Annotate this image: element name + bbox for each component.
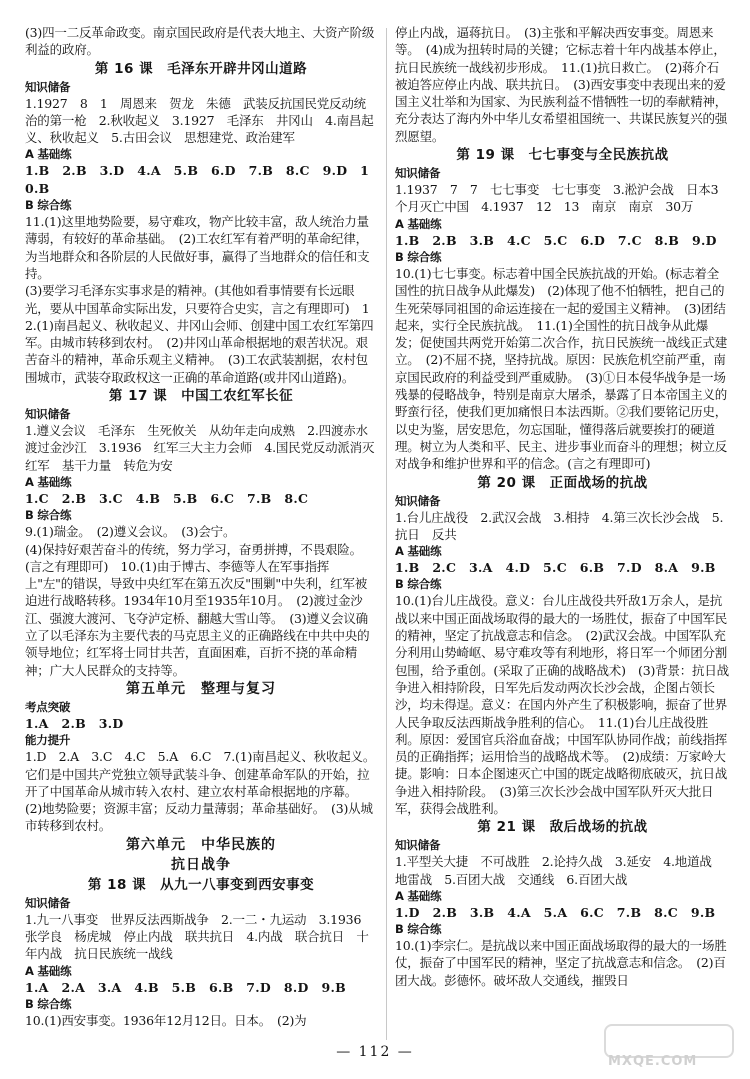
- section-label: A 基础练: [25, 474, 72, 489]
- section-label: A 基础练: [25, 963, 72, 978]
- answer-paragraph: 1.台儿庄战役 2.武汉会战 3.相持 4.第三次长沙会战 5.抗日 反共: [395, 509, 724, 542]
- answer-line: 1.B 2.C 3.A 4.D 5.C 6.B 7.D 8.A 9.B: [395, 560, 716, 576]
- section-label: B 综合练: [25, 996, 72, 1011]
- section-label: 知识储备: [25, 895, 71, 910]
- answer-paragraph: 10.(1)西安事变。1936年12月12日。日本。 (2)为: [25, 1012, 307, 1028]
- answer-paragraph: 1.1937 7 7 七七事变 七七事变 3.淞沪会战 日本3个月灭亡中国 4.1937 12 13 南京 南京 30万: [395, 182, 719, 215]
- answer-paragraph: 9.(1)瑞金。 (2)遵义会议。 (3)会宁。: [25, 524, 236, 540]
- section-label: 知识储备: [25, 407, 71, 422]
- answer-paragraph: 11.(1)这里地势险要，易守难攻，物产比较丰富，敌人统治力量薄弱，有较好的革命基础。 (2)工农红军有着严明的革命纪律，为当地群众和各阶层的人民做好事，赢得了当地群众的信任和支持。: [25, 214, 370, 281]
- watermark-text: MXQE.COM: [608, 1054, 698, 1069]
- page-number: — 112 —: [336, 1044, 414, 1060]
- section-label: 考点突破: [25, 699, 71, 714]
- section-label: 知识储备: [395, 493, 441, 508]
- section-label: B 综合练: [25, 508, 72, 523]
- answer-line: 1.A 2.A 3.A 4.B 5.B 6.B 7.D 8.D 9.B: [25, 979, 346, 995]
- answer-line: 1.C 2.B 3.C 4.B 5.B 6.C 7.B 8.C: [25, 490, 309, 506]
- lesson-title: 第 16 课 毛泽东开辟井冈山道路: [94, 60, 308, 77]
- answer-paragraph: 10.(1)七七事变。标志着中国全民族抗战的开始。(标志着全国性的抗日战争从此爆发) (2)体现了他不怕牺牲，把自己的生死荣辱同祖国的命运连接在一起的爱国主义精神。 (3)团结起来，实行全民族抗战。 11.(1)全国性的抗日战争从此爆发；促使国共两党开始第二次合作，抗日民族统一战线正式建立。 (2)不屈不挠，坚持抗战。原因：民族危机空前严重，南京国民政府的利益受到严重威胁。 (3)①日本侵华战争是一场残暴的侵略战争，特别是南京大屠杀，暴露了日本帝国主义的野蛮行径，使我们更加痛恨日本法西斯。②我们要铭记历史，以史为鉴，居安思危，勿忘国耻，懂得落后就要挨打的硬道理。树立为人类和平、民主、进步事业而奋斗的理想；树立反对战争和维护世界和平的信念。(言之有理即可): [395, 265, 728, 472]
- lesson-title: 第 19 课 七七事变与全民族抗战: [456, 147, 669, 164]
- answer-paragraph: 10.(1)台儿庄战役。意义：台儿庄战役共歼敌1万余人，是抗战以来中国正面战场取得的最大的一场胜仗，振奋了中国军民的精神，坚定了抗战意志和信念。 (2)武汉会战。中国军队充分利用山势崎岖、易守难攻等有利地形，将日军一个师团分割包围，给予重创。(采取了正确的战略战术) (3)背景：抗日战争进入相持阶段，日军先后发动两次长沙会战，企图占领长沙，均未得逞。意义：在国内外产生了积极影响，振奋了世界人民争取反法西斯战争胜利的信心。 11.(1)台儿庄战役胜利。原因：爱国官兵浴血奋战；中国军队协同作战；前线指挥员的正确指挥；运用恰当的战略战术等。 (2)成绩：万家岭大捷。影响：日本企图速灭亡中国的既定战略彻底破灭，抗日战争进入相持阶段。 (3)第三次长沙会战中国军队歼灭大批日军，获得会战胜利。: [395, 593, 729, 816]
- lesson-title: 第 20 课 正面战场的抗战: [477, 474, 648, 491]
- answer-paragraph: (4)保持好艰苦奋斗的传统，努力学习，奋勇拼搏，不畏艰险。(言之有理即可) 10.(1)由于博古、李德等人在军事指挥上"左"的错误，导致中央红军在第五次反"围剿"中失利，红军被迫进行战略转移。1934年10月至1935年10月。 (2)渡过金沙江、强渡大渡河、飞夺泸定桥、翻越大雪山等。 (3)遵义会议确立了以毛泽东为主要代表的马克思主义的正确路线在中共中央的领导地位；红军将士同甘共苦，直面困难，百折不挠的革命精神；广大人民群众的支持等。: [25, 541, 370, 678]
- answer-line: 1.B 2.B 3.B 4.C 5.C 6.D 7.C 8.B 9.D: [395, 232, 717, 248]
- unit-title: 抗日战争: [171, 856, 231, 873]
- answer-line: 1.D 2.B 3.B 4.A 5.A 6.C 7.B 8.C 9.B: [395, 904, 716, 920]
- section-label: A 基础练: [395, 544, 442, 559]
- section-label: A 基础练: [25, 147, 72, 162]
- section-label: B 综合练: [395, 922, 442, 937]
- lesson-title: 第 18 课 从九一八事变到西安事变: [87, 876, 315, 893]
- unit-title: 第五单元 整理与复习: [126, 680, 276, 697]
- answer-paragraph: 10.(1)李宗仁。是抗战以来中国正面战场取得的最大的一场胜仗，振奋了中国军民的精神，坚定了抗战意志和信念。 (2)百团大战。彭德怀。破坏敌人交通线，摧毁日: [395, 938, 727, 988]
- section-label: 知识储备: [395, 166, 441, 181]
- answer-paragraph: 停止内战，逼蒋抗日。 (3)主张和平解决西安事变。周恩来等。 (4)成为扭转时局的关键；它标志着十年内战基本停止，抗日民族统一战线初步形成。 11.(1)抗日救亡。 (2)蒋介石被迫答应停止内战、联共抗日。 (3)西安事变中表现出来的爱国主义壮举和为国家、为民族利益不惜牺牲一切的奉献精神，充分表达了海内外中华儿女希望祖国统一、共谋民族复兴的强烈愿望。: [395, 25, 728, 144]
- answer-paragraph: 1.平型关大捷 不可战胜 2.论持久战 3.延安 4.地道战 地雷战 5.百团大战 交通线 6.百团大战: [395, 854, 725, 887]
- column-divider: [386, 28, 387, 1040]
- answer-paragraph: 1.九一八事变 世界反法西斯战争 2.一二・九运动 3.1936 张学良 杨虎城 停止内战 联共抗日 4.内战 联合抗日 十年内战 抗日民族统一战线: [25, 911, 374, 962]
- right-column: [395, 24, 730, 989]
- section-label: A 基础练: [395, 888, 442, 903]
- section-label: B 综合练: [395, 577, 442, 592]
- answer-paragraph: 1.1927 8 1 周恩来 贺龙 朱德 武装反抗国民党反动统治的第一枪 2.秋收起义 3.1927 毛泽东 井冈山 4.南昌起义、秋收起义 5.古田会议 思想建党、政治建军: [25, 95, 374, 146]
- answer-paragraph: (3)要学习毛泽东实事求是的精神。(其他如看事情要有长远眼光，要从中国革命实际出发，只要符合史实，言之有理即可) 12.(1)南昌起义、秋收起义、井冈山会师、创建中国工农红军第四军。由城市转移到农村。 (2)井冈山革命根据地的艰苦状况。艰苦奋斗的精神，革命乐观主义精神。 (3)工农武装割据，农村包围城市，武装夺取政权这一正确的革命道路(或井冈山道路)。: [25, 283, 374, 385]
- lesson-title: 第 17 课 中国工农红军长征: [108, 388, 294, 405]
- unit-title: 第六单元 中华民族的: [126, 836, 276, 853]
- section-label: B 综合练: [395, 249, 442, 264]
- answer-paragraph: 1.遵义会议 毛泽东 生死攸关 从幼年走向成熟 2.四渡赤水 渡过金沙江 3.1936 红军三大主力会师 4.国民党反动派消灭红军 基干力量 转危为安: [25, 423, 381, 473]
- lesson-title: 第 21 课 敌后战场的抗战: [477, 819, 648, 836]
- section-label: A 基础练: [395, 216, 442, 231]
- answer-paragraph: 1.D 2.A 3.C 4.C 5.A 6.C 7.(1)南昌起义、秋收起义。它们是中国共产党独立领导武装斗争、创建革命军队的开始，拉开了中国革命从城市转入农村、建立农村革命根据地的序幕。 (2)地势险要；资源丰富；反动力量薄弱；革命基础好。 (3)从城市转移到农村。: [25, 749, 376, 834]
- section-label: 能力提升: [25, 733, 71, 748]
- answer-line: 1.A 2.B 3.D: [25, 715, 124, 731]
- section-label: B 综合练: [25, 198, 72, 213]
- answer-paragraph: (3)四一二反革命政变。南京国民政府是代表大地主、大资产阶级利益的政府。: [25, 25, 375, 58]
- answer-line: 1.B 2.B 3.D 4.A 5.B 6.D 7.B 8.C 9.D 10.B: [25, 163, 370, 196]
- section-label: 知识储备: [395, 838, 441, 853]
- left-column: [25, 24, 381, 1029]
- section-label: 知识储备: [25, 79, 71, 94]
